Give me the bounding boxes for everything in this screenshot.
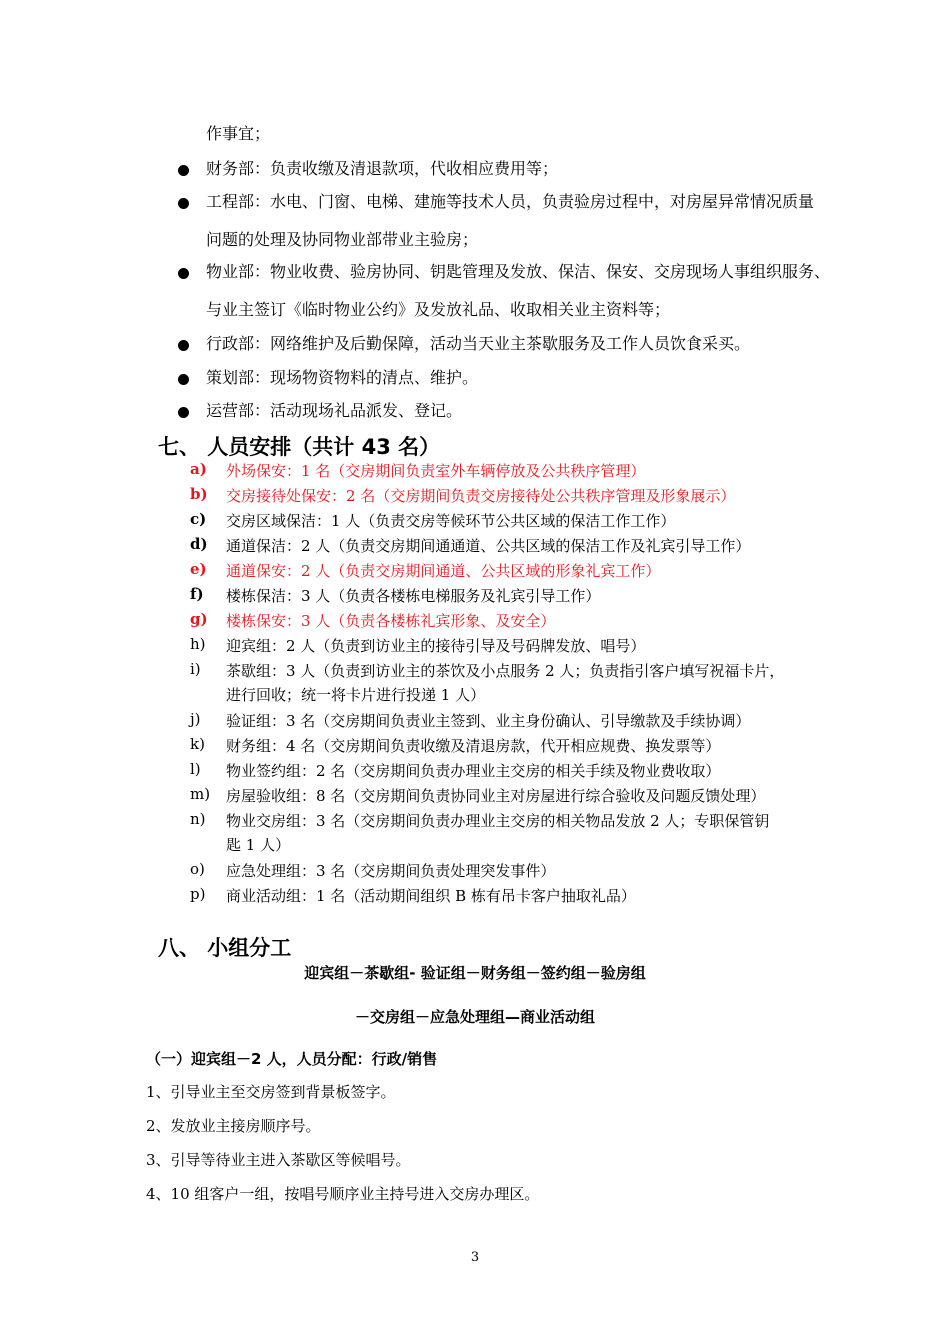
dept-item-operations: 运营部：活动现场礼品派发、登记。: [206, 401, 463, 420]
staff-item-label: f): [190, 585, 204, 603]
bullet-icon: [178, 165, 189, 176]
staff-item-text: 物业交房组：3 名（交房期间负责办理业主交房的相关物品发放 2 人；专职保管钥: [226, 812, 770, 830]
group-flow-line-2: －交房组－应急处理组—商业活动组: [354, 1008, 595, 1026]
staff-item-text-cont: 匙 1 人）: [226, 836, 291, 854]
staff-item-text: 迎宾组：2 人（负责到访业主的接待引导及号码牌发放、唱号）: [226, 637, 646, 655]
staff-item-text: 物业签约组：2 名（交房期间负责办理业主交房的相关手续及物业费收取）: [226, 762, 721, 780]
staff-item-label: c): [190, 510, 207, 528]
dept-item-engineering: 工程部：水电、门窗、电梯、建施等技术人员，负责验房过程中，对房屋异常情况质量: [206, 192, 815, 211]
staff-item-text: 楼栋保安：3 人（负责各楼栋礼宾形象、及安全）: [226, 612, 556, 630]
section-7-title: 七、 人员安排（共计 43 名）: [158, 435, 441, 459]
staff-item-text: 交房接待处保安：2 名（交房期间负责交房接待处公共秩序管理及形象展示）: [226, 487, 736, 505]
bullet-icon: [178, 268, 189, 279]
subsection-1-item: 4、10 组客户一组，按唱号顺序业主持号进入交房办理区。: [146, 1185, 540, 1203]
subsection-1-title: （一）迎宾组－2 人，人员分配：行政/销售: [146, 1050, 438, 1068]
staff-item-label: o): [190, 860, 205, 878]
bullet-icon: [178, 198, 189, 209]
staff-item-text: 通道保安：2 人（负责交房期间通道、公共区域的形象礼宾工作）: [226, 562, 661, 580]
staff-item-label: g): [190, 610, 208, 628]
staff-item-text: 楼栋保洁：3 人（负责各楼栋电梯服务及礼宾引导工作）: [226, 587, 601, 605]
subsection-1-item: 2、发放业主接房顺序号。: [146, 1117, 321, 1135]
dept-item-property-cont: 与业主签订《临时物业公约》及发放礼品、收取相关业主资料等；: [206, 300, 671, 319]
staff-item-label: k): [190, 735, 205, 753]
staff-item-label: m): [190, 785, 211, 803]
staff-item-label: b): [190, 485, 208, 503]
dept-continuation: 作事宜；: [206, 124, 271, 143]
staff-item-label: d): [190, 535, 208, 553]
staff-item-label: l): [190, 760, 201, 778]
subsection-1-item: 1、引导业主至交房签到背景板签字。: [146, 1083, 396, 1101]
bullet-icon: [178, 340, 189, 351]
staff-item-text: 茶歇组：3 人（负责到访业主的茶饮及小点服务 2 人；负责指引客户填写祝福卡片，: [226, 662, 785, 680]
staff-item-text: 财务组：4 名（交房期间负责收缴及清退房款，代开相应规费、换发票等）: [226, 737, 721, 755]
staff-item-label: p): [190, 885, 206, 903]
dept-item-admin: 行政部：网络维护及后勤保障，活动当天业主茶歇服务及工作人员饮食采买。: [206, 334, 751, 353]
staff-item-label: n): [190, 810, 206, 828]
dept-item-finance: 财务部：负责收缴及清退款项，代收相应费用等；: [206, 159, 559, 178]
staff-item-text: 交房区域保洁：1 人（负责交房等候环节公共区域的保洁工作工作）: [226, 512, 676, 530]
dept-item-planning: 策划部：现场物资物料的清点、维护。: [206, 368, 479, 387]
staff-item-text: 验证组：3 名（交房期间负责业主签到、业主身份确认、引导缴款及手续协调）: [226, 712, 751, 730]
bullet-icon: [178, 407, 189, 418]
staff-item-text: 房屋验收组：8 名（交房期间负责协同业主对房屋进行综合验收及问题反馈处理）: [226, 787, 766, 805]
staff-item-label: j): [190, 710, 201, 728]
staff-item-text: 通道保洁：2 人（负责交房期间通通道、公共区域的保洁工作及礼宾引导工作）: [226, 537, 751, 555]
section-8-title: 八、 小组分工: [158, 936, 292, 960]
dept-item-property: 物业部：物业收费、验房协同、钥匙管理及发放、保洁、保安、交房现场人事组织服务、: [206, 262, 831, 281]
staff-item-text-cont: 进行回收；统一将卡片进行投递 1 人）: [226, 686, 486, 704]
dept-item-engineering-cont: 问题的处理及协同物业部带业主验房；: [206, 230, 479, 249]
staff-item-text: 商业活动组：1 名（活动期间组织 B 栋有吊卡客户抽取礼品）: [226, 887, 636, 905]
staff-item-text: 应急处理组：3 名（交房期间负责处理突发事件）: [226, 862, 556, 880]
subsection-1-item: 3、引导等待业主进入茶歇区等候唱号。: [146, 1151, 411, 1169]
staff-item-label: i): [190, 660, 201, 678]
group-flow-line-1: 迎宾组－茶歇组- 验证组－财务组－签约组－验房组: [304, 964, 646, 982]
bullet-icon: [178, 374, 189, 385]
staff-item-label: a): [190, 460, 207, 478]
staff-item-label: e): [190, 560, 207, 578]
page-number: 3: [470, 1250, 480, 1265]
staff-item-label: h): [190, 635, 206, 653]
staff-item-text: 外场保安：1 名（交房期间负责室外车辆停放及公共秩序管理）: [226, 462, 646, 480]
